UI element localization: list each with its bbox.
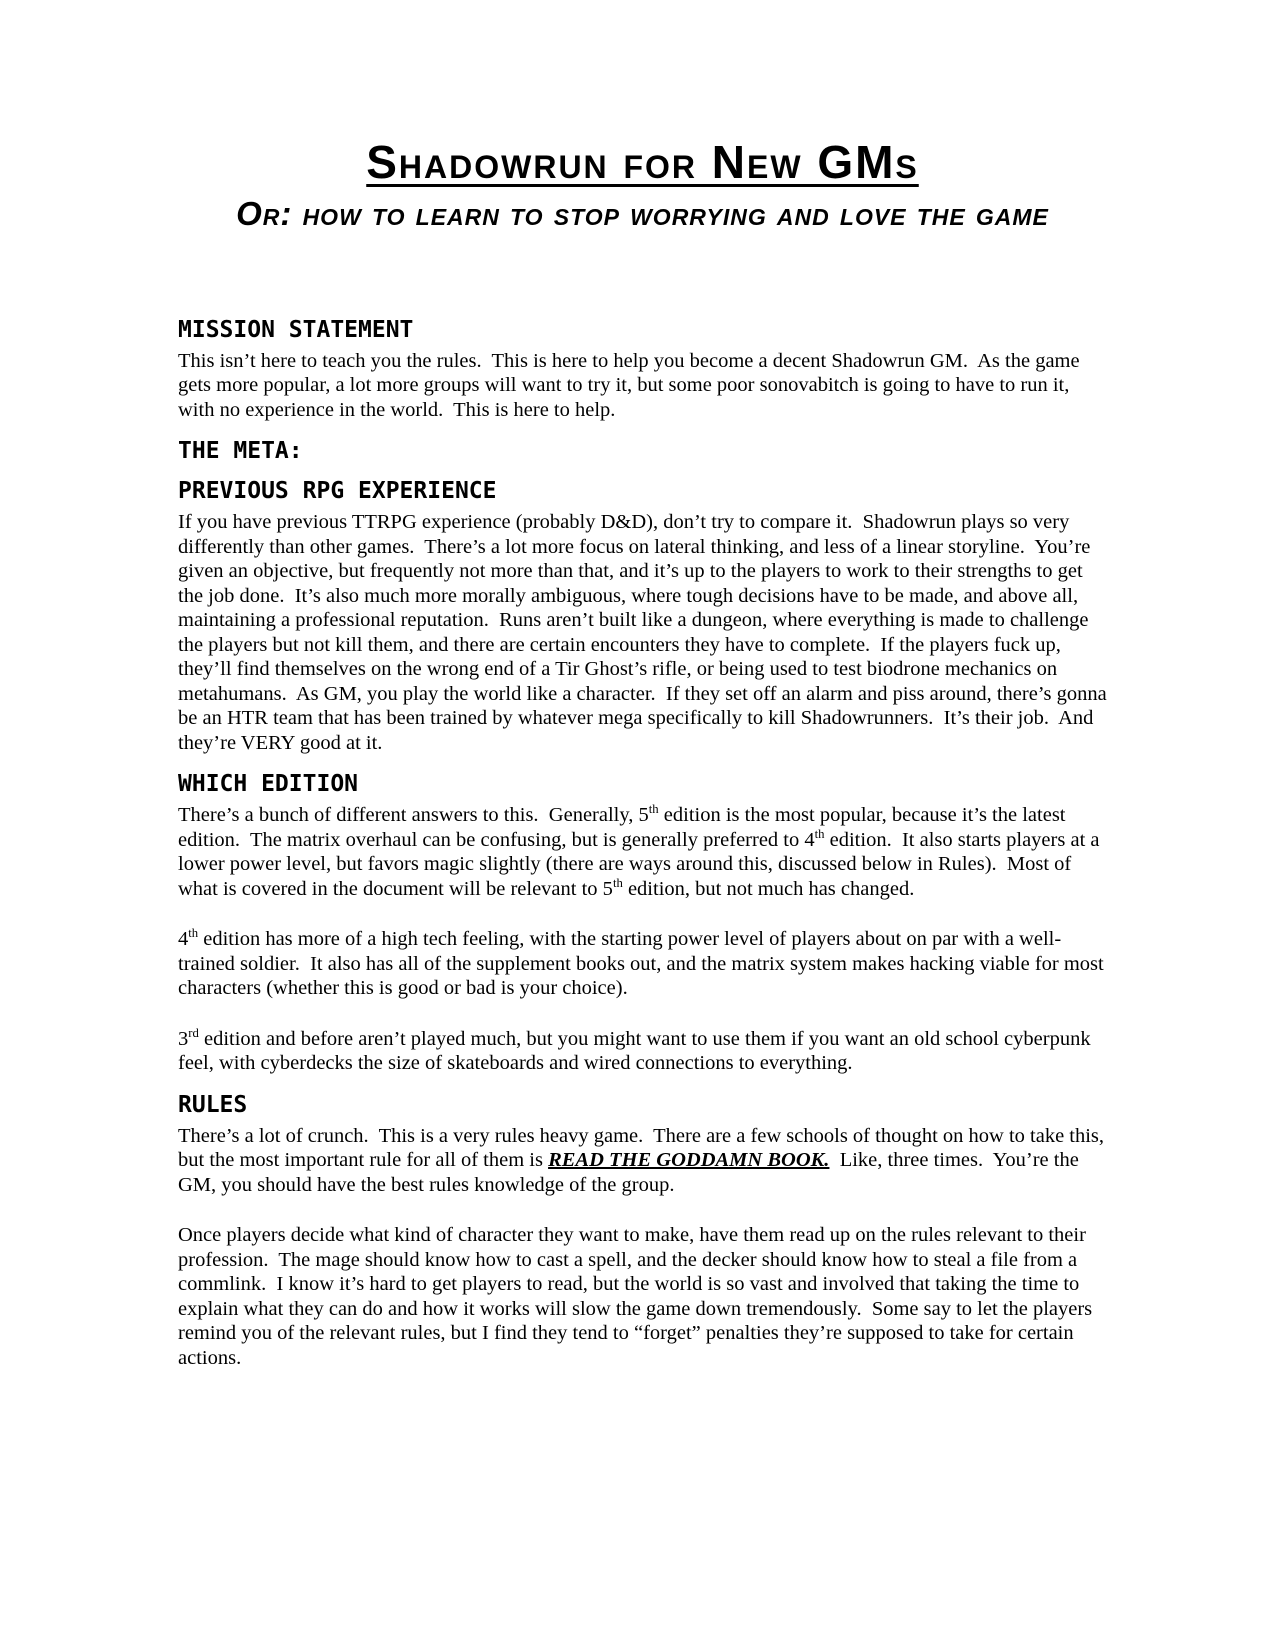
ordinal-superscript: th — [612, 875, 623, 890]
section-the-meta — [178, 436, 1112, 755]
rules-heading: RULES — [178, 1091, 248, 1118]
text-run: 4 — [178, 928, 189, 951]
ordinal-superscript: rd — [188, 1025, 199, 1040]
document-title: Shadowrun for New GMs — [366, 136, 919, 188]
rules-paragraph-2: Once players decide what kind of character they want to make, have them read up on the rules relevant to their profession. The mage should know how to cast a spell, and the decker should know how to steal a file from a commlink. I know it’s hard to get players to read, but the world is so vast and involved that taking the time to explain what they can do and how it works will slow the game down tremendously. Some say to let the players remind you of the relevant rules, but I find they tend to “forget” penalties they’re supposed to take for certain actions. — [178, 1224, 1098, 1369]
text-run: There’s a bunch of different answers to this. Generally, 5 — [178, 804, 649, 827]
section-mission-statement — [178, 315, 1107, 423]
mission-statement-heading: MISSION STATEMENT — [178, 316, 414, 343]
which-edition-paragraph-1 — [178, 803, 1107, 901]
text-run: edition has more of a high tech feeling, with the starting power level of players about on par with a well-trained soldier. It also has all of the supplement books out, and the matrix system makes hacking viable for most characters (whether this is good or bad is your choice). — [178, 928, 1109, 1000]
previous-rpg-experience-heading: PREVIOUS RPG EXPERIENCE — [178, 478, 497, 505]
document-subtitle: Or: how to learn to stop worrying and love the game — [236, 195, 1049, 233]
text-run: edition and before aren’t played much, but you might want to use them if you want an old school cyberpunk feel, with cyberdecks the size of skateboards and wired connections to everything. — [178, 1027, 1096, 1075]
text-run: edition, but not much has changed. — [622, 877, 915, 900]
ordinal-superscript: th — [814, 826, 825, 841]
the-meta-heading: THE META: — [178, 438, 303, 465]
which-edition-paragraph-3 — [178, 1027, 1107, 1076]
text-run: Like, three times. You’re the GM, you should have the best rules knowledge of the group. — [178, 1149, 1084, 1196]
section-rules — [178, 1090, 1110, 1371]
text-run: edition is the most popular, because it’s the latest edition. The matrix overhaul can be confusing, but is generally preferred to 4 — [178, 804, 1071, 851]
read-the-book-emphasis: READ THE GODDAMN BOOK. — [548, 1149, 830, 1172]
ordinal-superscript: th — [188, 926, 199, 941]
section-which-edition — [178, 769, 1107, 1076]
mission-statement-paragraph: This isn’t here to teach you the rules. This is here to help you become a decent Shadowrun GM. As the game gets more popular, a lot more groups will want to try it, but some poor sonovabitch is going to have to run it, with no experience in the world. This is here to help. — [178, 349, 1085, 421]
which-edition-paragraph-2 — [178, 927, 1107, 1001]
text-run: There’s a lot of crunch. This is a very rules heavy game. There are a few schools of thought on how to take this, but the most important rule for all of them is — [178, 1124, 1110, 1172]
ordinal-superscript: th — [648, 802, 659, 817]
rules-paragraph-1 — [178, 1124, 1110, 1198]
previous-rpg-experience-paragraph: If you have previous TTRPG experience (probably D&D), don’t try to compare it. Shadowrun plays so very differently than other games. There’s a lot more focus on lateral thinking, and less of a linear storyline. You’re given an objective, but frequently not more than that, and it’s up to the players to work to their strengths to get the job done. It’s also much more morally ambiguous, where tough decisions have to be made, and above all, maintaining a professional reputation. Runs aren’t built like a dungeon, where everything is made to challenge the players but not kill them, and there are certain encounters they have to complete. If the players fuck up, they’ll find themselves on the wrong end of a Tir Ghost’s rifle, or being used to test biodrone mechanics on metahumans. As GM, you play the world like a character. If they set off an alarm and piss around, there’s gonna be an HTR team that has been trained by whatever mega specifically to kill Shadowrunners. It’s their job. And they’re VERY good at it. — [178, 511, 1112, 754]
text-run: edition. It also starts players at a lower power level, but favors magic slightly (there are ways around this, discussed below in Rules). Most of what is covered in the document will be relevant to 5 — [178, 828, 1105, 900]
text-run: 3 — [178, 1027, 189, 1050]
which-edition-heading: WHICH EDITION — [178, 771, 359, 798]
